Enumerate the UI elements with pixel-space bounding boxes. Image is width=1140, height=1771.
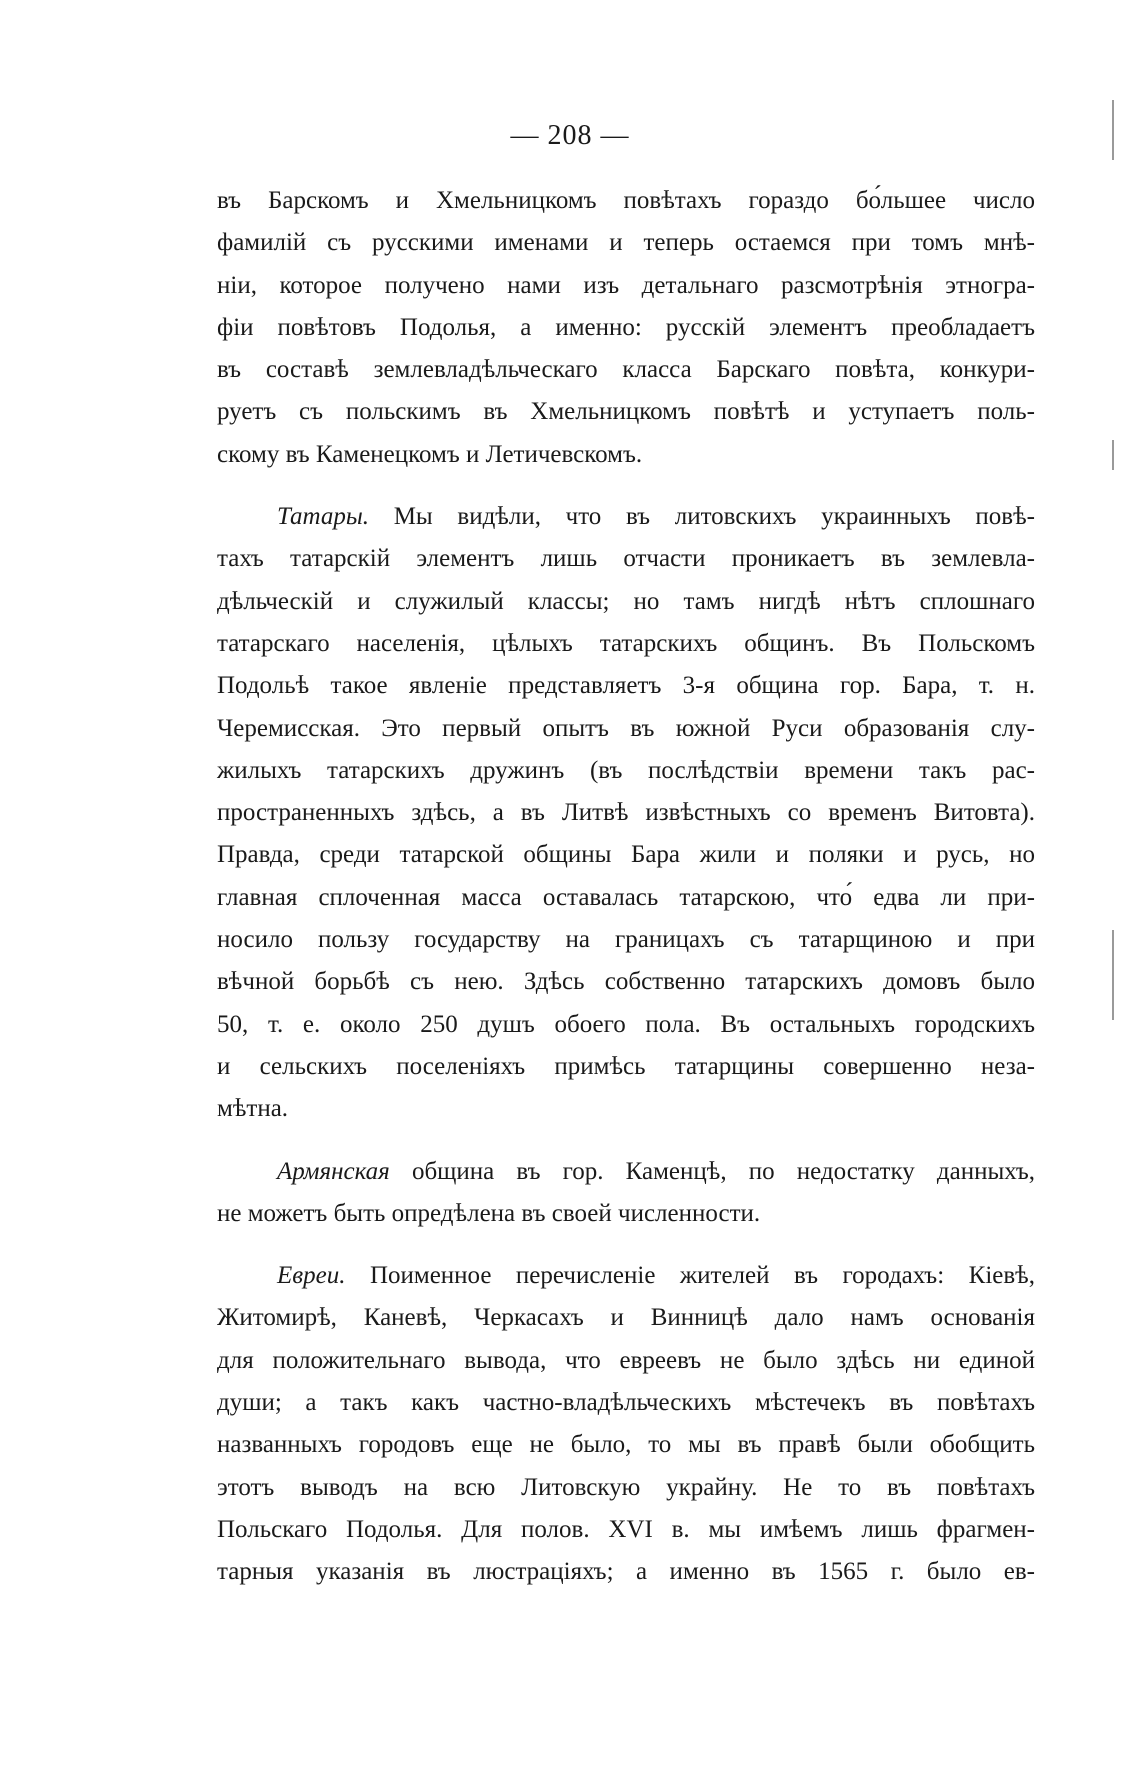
paragraph-jews bbox=[217, 1255, 1035, 1593]
text-line: Польскаго Подолья. Для полов. XVI в. мы имѣемъ лишь фрагмен- bbox=[217, 1515, 1035, 1543]
text-line: Черемисская. Это первый опытъ въ южной Руси образованія слу- bbox=[217, 714, 1035, 742]
text-line: мѣтна. bbox=[217, 1095, 289, 1123]
text-line: не можетъ быть опредѣлена въ своей численности. bbox=[217, 1199, 761, 1227]
text-line: фіи повѣтовъ Подолья, а именно: русскій элементъ преобладаетъ bbox=[217, 313, 1035, 341]
scan-edge-mark bbox=[1112, 440, 1114, 470]
paragraph-tatars bbox=[217, 496, 1035, 1130]
page-number: — 208 — bbox=[510, 120, 630, 151]
text-line: ніи, которое получено нами изъ детальнаго разсмотрѣнія этногра- bbox=[217, 271, 1035, 299]
text-line: души; а такъ какъ частно-владѣльческихъ мѣстечекъ въ повѣтахъ bbox=[217, 1389, 1035, 1417]
section-lead-armenians: Армянская bbox=[277, 1157, 390, 1185]
text-line: и сельскихъ поселеніяхъ примѣсь татарщины совершенно неза- bbox=[217, 1052, 1035, 1080]
text-line: жилыхъ татарскихъ дружинъ (въ послѣдствіи времени такъ рас- bbox=[217, 756, 1035, 784]
text-line: скому въ Каменецкомъ и Летичевскомъ. bbox=[217, 440, 643, 468]
text-line bbox=[217, 1151, 1035, 1193]
text-line: Житомирѣ, Каневѣ, Черкасахъ и Винницѣ дало намъ основанія bbox=[217, 1304, 1035, 1332]
text-line bbox=[217, 1255, 1035, 1297]
text-line-rest: община въ гор. Каменцѣ, по недостатку данныхъ, bbox=[389, 1157, 1035, 1185]
section-lead-jews: Евреи. bbox=[277, 1262, 346, 1290]
text-line: носило пользу государству на границахъ съ татарщиною и при bbox=[217, 926, 1035, 954]
text-line: фамилій съ русскими именами и теперь остаемся при томъ мнѣ- bbox=[217, 229, 1035, 257]
text-line bbox=[217, 496, 1035, 538]
text-line: пространенныхъ здѣсь, а въ Литвѣ извѣстныхъ со временъ Витовта). bbox=[217, 799, 1035, 827]
text-line: Подольѣ такое явленіе представляетъ 3-я община гор. Бара, т. н. bbox=[217, 672, 1035, 700]
text-line: тарныя указанія въ люстраціяхъ; а именно въ 1565 г. было ев- bbox=[217, 1558, 1035, 1586]
text-line: главная сплоченная масса оставалась татарскою, что́ едва ли при- bbox=[217, 883, 1035, 911]
text-line: 50, т. е. около 250 душъ обоего пола. Въ остальныхъ городскихъ bbox=[217, 1010, 1035, 1038]
paragraph-intro bbox=[217, 180, 1035, 476]
text-line: въ составѣ землевладѣльческаго класса Барскаго повѣта, конкури- bbox=[217, 356, 1035, 384]
text-line: этотъ выводъ на всю Литовскую украйну. Не то въ повѣтахъ bbox=[217, 1473, 1035, 1501]
scan-edge-mark bbox=[1112, 930, 1114, 1020]
text-line: тахъ татарскій элементъ лишь отчасти проникаетъ въ землевла- bbox=[217, 545, 1035, 573]
text-line: названныхъ городовъ еще не было, то мы въ правѣ были обобщить bbox=[217, 1431, 1035, 1459]
text-line: вѣчной борьбѣ съ нею. Здѣсь собственно татарскихъ домовъ было bbox=[217, 968, 1035, 996]
text-line-rest: Поименное перечисленіе жителей въ городахъ: Кіевѣ, bbox=[345, 1262, 1035, 1290]
section-lead-tatars: Татары. bbox=[277, 503, 370, 531]
text-line: татарскаго населенія, цѣлыхъ татарскихъ общинъ. Въ Польскомъ bbox=[217, 629, 1035, 657]
text-line: дѣльческій и служилый классы; но тамъ нигдѣ нѣтъ сплошнаго bbox=[217, 587, 1035, 615]
body-text bbox=[217, 180, 1035, 1594]
text-line-rest: Мы видѣли, что въ литовскихъ украинныхъ повѣ- bbox=[369, 503, 1035, 531]
text-line: Правда, среди татарской общины Бара жили и поляки и русь, но bbox=[217, 841, 1035, 869]
text-line: въ Барскомъ и Хмельницкомъ повѣтахъ гораздо бо́льшее число bbox=[217, 187, 1035, 214]
paragraph-armenians bbox=[217, 1151, 1035, 1236]
text-line: руетъ съ польскимъ въ Хмельницкомъ повѣтѣ и уступаетъ поль- bbox=[217, 398, 1035, 426]
text-line: для положительнаго вывода, что евреевъ не было здѣсь ни единой bbox=[217, 1346, 1035, 1374]
